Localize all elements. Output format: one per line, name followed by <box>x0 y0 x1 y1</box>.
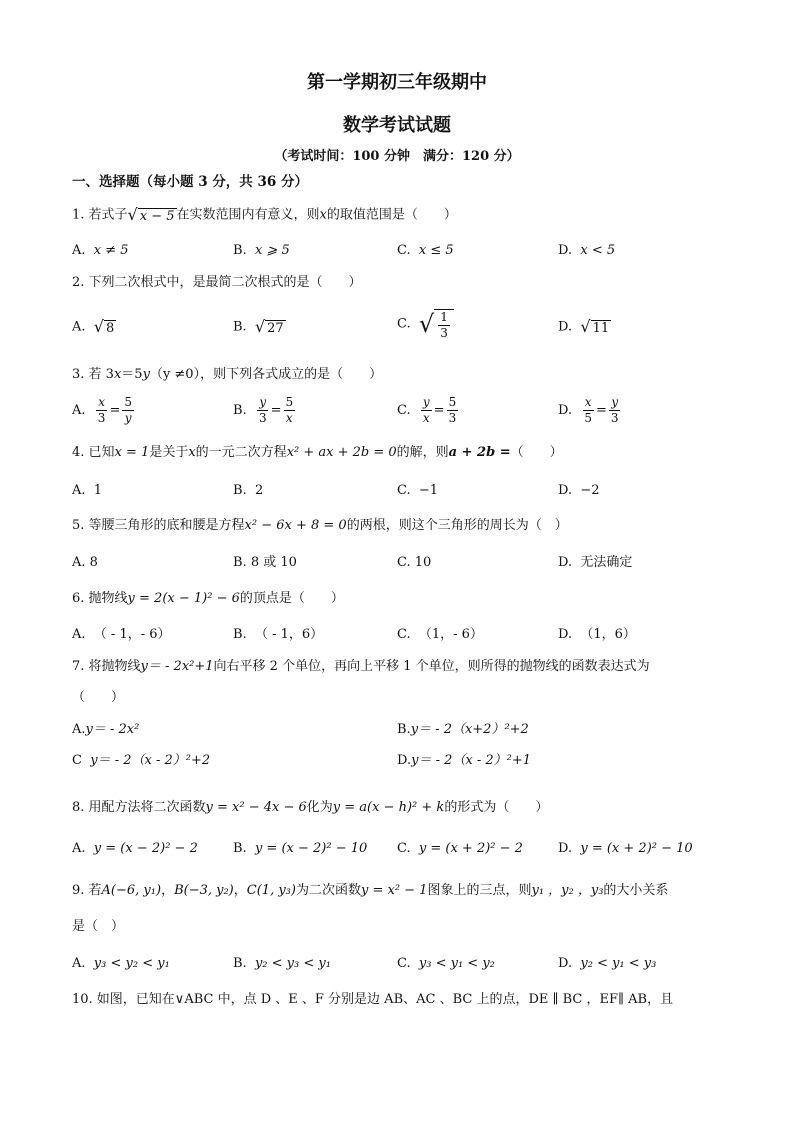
q2-answer-d: 11 <box>592 321 610 336</box>
q1-option-a: A. x ≠ 5 <box>72 243 129 258</box>
q7-option-b: B.y＝ - 2（x+2）²+2 <box>397 722 529 737</box>
q9-option-b: B. y₂ < y₃ < y₁ <box>233 956 331 971</box>
q6-option-b: B. （ - 1，6） <box>233 627 324 642</box>
q3-option-d: D. $\frac{x}{5}$ = $\frac{y}{3}$ <box>558 395 619 425</box>
q4-option-b: B. 2 <box>233 483 264 498</box>
q9-option-d: D. y₂ < y₁ < y₃ <box>558 956 657 971</box>
q4-option-a: A. 1 <box>72 483 103 498</box>
question-10-stem: 10. 如图，已知在∨ABC 中，点 D 、E 、F 分别是边 AB、AC 、BC 上的点，DE ∥ BC ，EF∥ AB，且 <box>72 992 674 1007</box>
question-9-stem: 9. 若A(−6, y₁)，B(−3, y₂)，C(1, y₃)为二次函数y = x² − 1图象上的三点，则y₁ ，y₂ ，y₃的大小关系 <box>72 883 669 898</box>
q9-option-a: A. y₃ < y₂ < y₁ <box>72 956 170 971</box>
q2-answer-c-den: 3 <box>440 326 448 340</box>
q1-answer-d: x < 5 <box>580 243 616 258</box>
question-7-stem: 7. 将抛物线y＝ - 2x²+1向右平移 2 个单位，再向上平移 1 个单位，则所得的抛物线的函数表达式为 <box>72 659 650 674</box>
q1-answer-a: x ≠ 5 <box>93 243 129 258</box>
q2-answer-c-num: 1 <box>440 310 448 324</box>
q4-option-c: C. −1 <box>397 483 439 498</box>
q1-post: 在实数范围内有意义，则 <box>176 207 320 223</box>
q2-option-a: A. √ 8 <box>72 317 115 336</box>
q3-option-c: C. $\frac{y}{x}$ = $\frac{5}{3}$ <box>397 395 457 425</box>
exam-subtitle: 数学考试试题 <box>343 115 451 136</box>
question-1-stem <box>72 206 457 224</box>
section-heading: 一、选择题（每小题 3 分，共 36 分） <box>72 174 308 190</box>
q1-var: x <box>319 207 327 223</box>
question-4-stem: 4. 已知x = 1是关于x的一元二次方程x² + ax + 2b = 0的解，则a + 2b =（ ） <box>72 445 563 460</box>
q6-option-c: C. （1，- 6） <box>397 627 483 642</box>
q1-sqrt: √ x − 5 <box>127 205 175 224</box>
exam-title: 第一学期初三年级期中 <box>307 72 487 93</box>
q1-option-b: B. x ⩾ 5 <box>233 243 290 258</box>
question-5-stem: 5. 等腰三角形的底和腰是方程x² − 6x + 8 = 0的两根，则这个三角形的周长为（ ） <box>72 518 568 533</box>
q1-end: 的取值范围是（ ） <box>326 207 457 223</box>
q2-option-c: C. √ $\frac{1}{3}$ <box>397 308 454 340</box>
q6-option-a: A. （ - 1，- 6） <box>72 627 171 642</box>
q1-answer-b: x ⩾ 5 <box>254 243 290 258</box>
question-8-stem: 8. 用配方法将二次函数y = x² − 4x − 6化为y = a(x − h)² + k的形式为（ ） <box>72 800 549 815</box>
q8-option-d: D. y = (x + 2)² − 10 <box>558 841 693 856</box>
q2-answer-b: 27 <box>267 321 284 336</box>
q7-option-c: C y＝ - 2（x - 2）²+2 <box>72 753 211 768</box>
q3-option-a: A. $\frac{x}{3}$ = $\frac{5}{y}$ <box>72 395 132 425</box>
q5-option-d: D. 无法确定 <box>558 555 633 570</box>
q1-option-d: D. x < 5 <box>558 243 616 258</box>
q7-paren: （ ） <box>72 690 125 705</box>
q3-option-b: B. $\frac{y}{3}$ = $\frac{5}{x}$ <box>233 395 294 425</box>
q7-option-a: A.y＝ - 2x² <box>72 722 140 737</box>
q6-option-d: D. （1，6） <box>558 627 636 642</box>
q7-option-d: D.y＝ - 2（x - 2）²+1 <box>397 753 532 768</box>
question-3-stem: 3. 若 3x＝5y（y ≠0），则下列各式成立的是（ ） <box>72 367 383 382</box>
q9-option-c: C. y₃ < y₁ < y₂ <box>397 956 495 971</box>
q8-option-c: C. y = (x + 2)² − 2 <box>397 841 523 856</box>
q1-answer-c: x ≤ 5 <box>418 243 454 258</box>
q1-pre: 1. 若式子 <box>72 207 128 223</box>
q1-radicand: x − 5 <box>139 209 175 224</box>
q5-option-a: A. 8 <box>72 555 98 570</box>
q2-option-b: B. √ 27 <box>233 317 284 336</box>
q4-option-d: D. −2 <box>558 483 600 498</box>
q5-option-b: B. 8 或 10 <box>233 555 297 570</box>
q8-option-a: A. y = (x − 2)² − 2 <box>72 841 198 856</box>
q5-option-c: C. 10 <box>397 555 432 570</box>
q1-option-c: C. x ≤ 5 <box>397 243 454 258</box>
question-6-stem: 6. 抛物线y = 2(x − 1)² − 6的顶点是（ ） <box>72 591 344 606</box>
q2-option-d: D. √ 11 <box>558 317 610 336</box>
q9-line2: 是（ ） <box>72 919 125 934</box>
question-2-stem: 2. 下列二次根式中，是最简二次根式的是（ ） <box>72 275 362 290</box>
q2-answer-a: 8 <box>106 321 115 336</box>
q8-option-b: B. y = (x − 2)² − 10 <box>233 841 368 856</box>
exam-info: （考试时间：100 分钟 满分：120 分） <box>274 149 520 164</box>
